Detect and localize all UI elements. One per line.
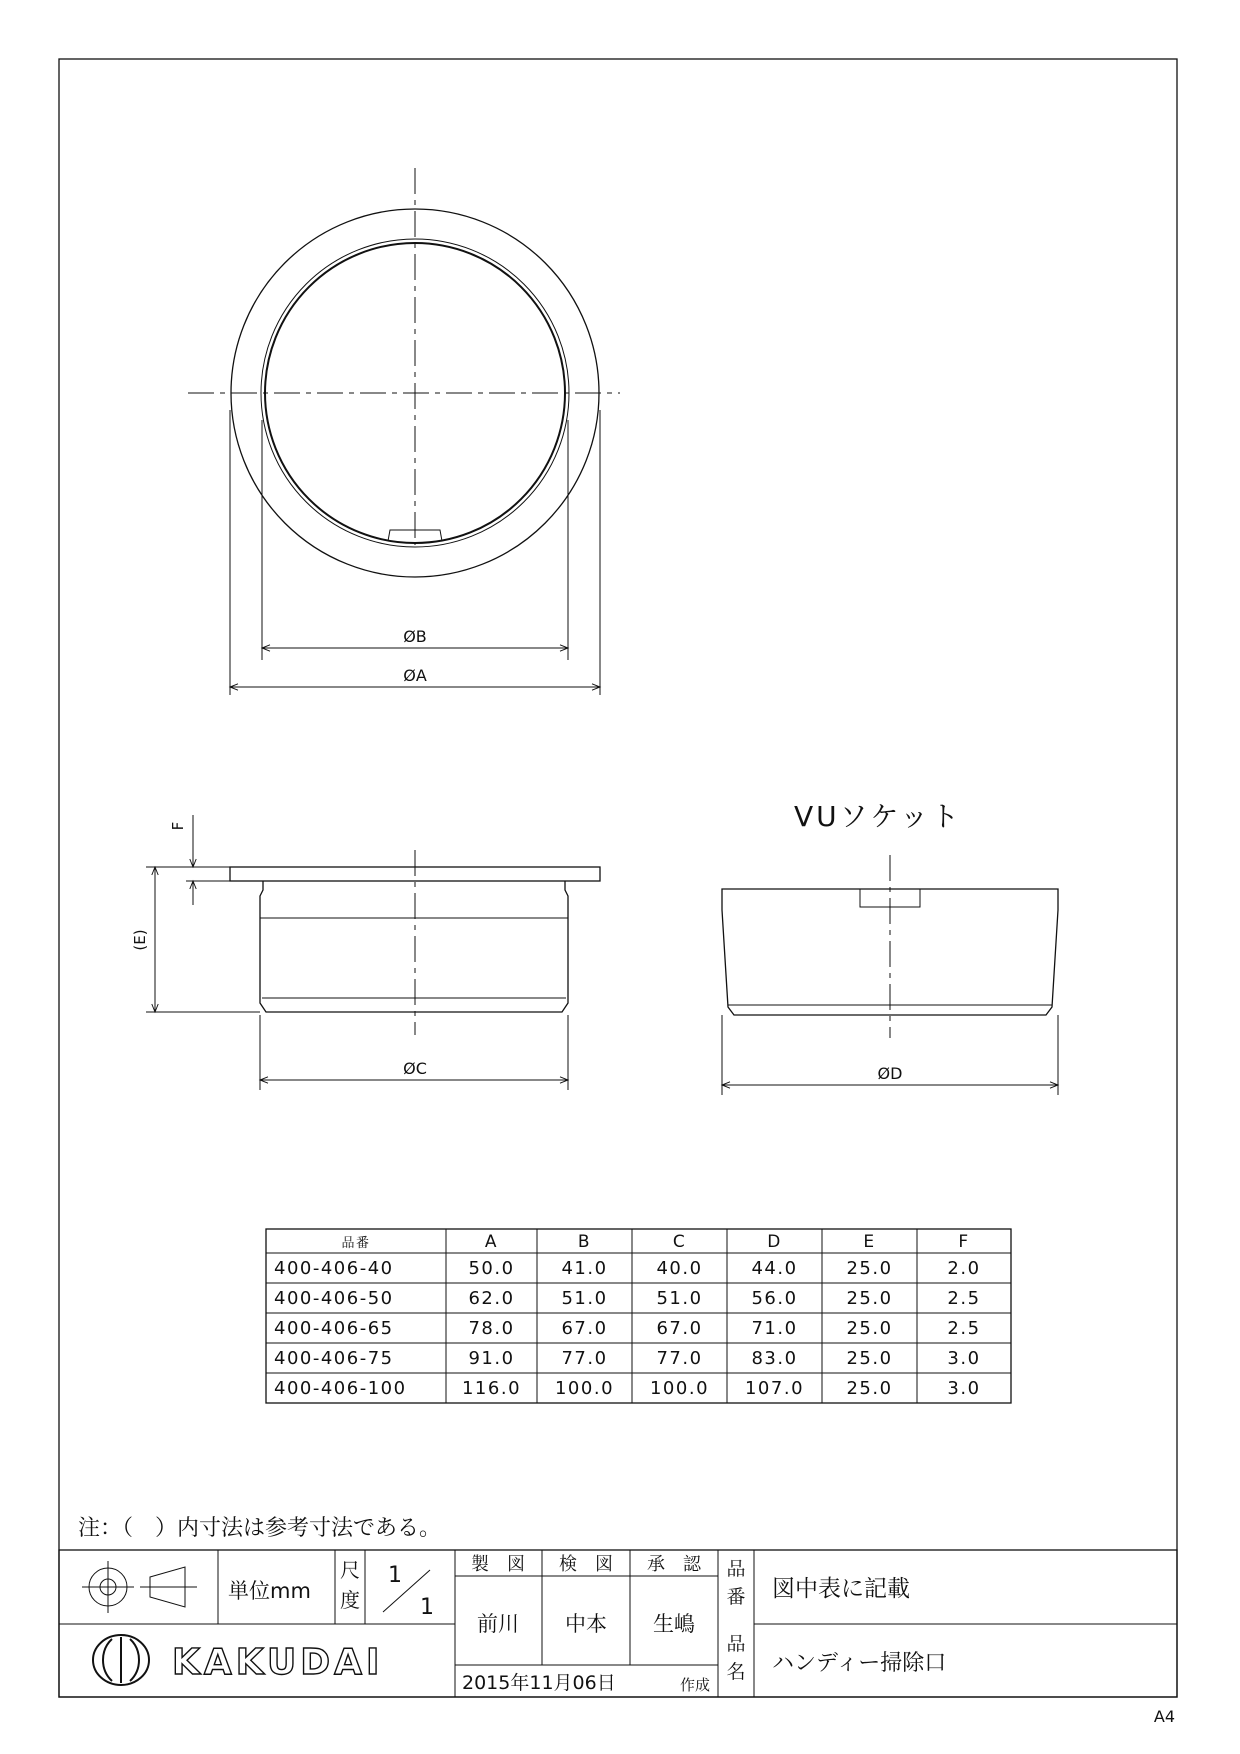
- part-no-label-1: 品: [726, 1558, 746, 1580]
- table-cell: 50.0: [468, 1258, 515, 1279]
- part-name-label-2: 名: [726, 1661, 746, 1683]
- kakudai-logo: [93, 1635, 383, 1685]
- date-suffix: 作成: [679, 1676, 710, 1694]
- table-cell: 100.0: [554, 1378, 615, 1399]
- table-cell: 400-406-100: [274, 1378, 407, 1399]
- table-cell: 107.0: [744, 1378, 805, 1399]
- table-cell: 67.0: [656, 1318, 703, 1339]
- table-cell: 400-406-50: [274, 1288, 394, 1309]
- table-cell: 400-406-75: [274, 1348, 394, 1369]
- side-view: [131, 815, 600, 1090]
- note-text: 注：（ ）内寸法は参考寸法である。: [78, 1516, 442, 1541]
- table-cell: 2.5: [947, 1318, 981, 1339]
- table-cell: 91.0: [468, 1348, 515, 1369]
- dim-b-label: ØB: [403, 627, 427, 646]
- table-cell: 67.0: [561, 1318, 608, 1339]
- table-cell: 41.0: [561, 1258, 608, 1279]
- socket-view: [722, 800, 1058, 1095]
- table-cell: 25.0: [846, 1258, 893, 1279]
- table-cell: 25.0: [846, 1318, 893, 1339]
- scale-denominator: 1: [420, 1595, 434, 1620]
- table-cell: 77.0: [561, 1348, 608, 1369]
- dim-e-label: (E): [131, 929, 149, 951]
- table-header-cell: C: [672, 1232, 687, 1252]
- part-name-value: ハンディー掃除口: [772, 1651, 947, 1676]
- drawn-header: 製 図: [471, 1554, 525, 1575]
- third-angle-projection-icon: [82, 1561, 197, 1613]
- table-cell: 100.0: [649, 1378, 710, 1399]
- dim-f-label: F: [169, 821, 187, 831]
- table-cell: 400-406-40: [274, 1258, 394, 1279]
- table-cell: 400-406-65: [274, 1318, 394, 1339]
- table-cell: 25.0: [846, 1348, 893, 1369]
- approved-by: 生嶋: [653, 1612, 695, 1636]
- part-no-value: 図中表に記載: [772, 1576, 910, 1602]
- drawn-by: 前川: [477, 1612, 519, 1636]
- table-cell: 77.0: [656, 1348, 703, 1369]
- sheet-border: [59, 59, 1177, 1697]
- table-header-cell: A: [484, 1232, 499, 1252]
- approved-header: 承 認: [647, 1554, 701, 1575]
- company-name: KAKUDAI: [172, 1642, 384, 1683]
- table-cell: 2.0: [947, 1258, 981, 1279]
- table-cell: 44.0: [751, 1258, 798, 1279]
- unit-label: 単位mm: [228, 1579, 311, 1603]
- top-view: [188, 168, 620, 695]
- table-header-cell: B: [577, 1232, 592, 1252]
- table-cell: 25.0: [846, 1378, 893, 1399]
- table-cell: 56.0: [751, 1288, 798, 1309]
- table-cell: 3.0: [947, 1348, 981, 1369]
- table-header-cell: 品番: [341, 1236, 371, 1251]
- table-header-cell: F: [958, 1232, 970, 1252]
- paper-size: A4: [1153, 1707, 1175, 1726]
- table-cell: 116.0: [461, 1378, 522, 1399]
- checked-by: 中本: [565, 1612, 607, 1636]
- table-cell: 78.0: [468, 1318, 515, 1339]
- dim-d-label: ØD: [877, 1064, 903, 1083]
- dim-a-label: ØA: [403, 666, 427, 685]
- table-cell: 40.0: [656, 1258, 703, 1279]
- date: 2015年11月06日: [462, 1672, 616, 1694]
- table-cell: 51.0: [561, 1288, 608, 1309]
- table-cell: 71.0: [751, 1318, 798, 1339]
- table-header-cell: D: [767, 1232, 782, 1252]
- table-cell: 51.0: [656, 1288, 703, 1309]
- title-block: [59, 1550, 1177, 1697]
- socket-label: VUソケット: [794, 800, 962, 833]
- table-cell: 25.0: [846, 1288, 893, 1309]
- table-cell: 2.5: [947, 1288, 981, 1309]
- body-outline: [260, 881, 568, 1012]
- table-cell: 3.0: [947, 1378, 981, 1399]
- table-header-cell: E: [863, 1232, 876, 1252]
- part-name-label-1: 品: [726, 1633, 746, 1655]
- table-cell: 83.0: [751, 1348, 798, 1369]
- table-cell: 62.0: [468, 1288, 515, 1309]
- dimension-table: [266, 1229, 1011, 1403]
- checked-header: 検 図: [559, 1554, 613, 1575]
- scale-label-1: 尺: [340, 1558, 360, 1582]
- scale-numerator: 1: [388, 1563, 402, 1588]
- dim-c-label: ØC: [403, 1059, 427, 1078]
- part-no-label-2: 番: [726, 1586, 746, 1608]
- scale-label-2: 度: [340, 1588, 360, 1612]
